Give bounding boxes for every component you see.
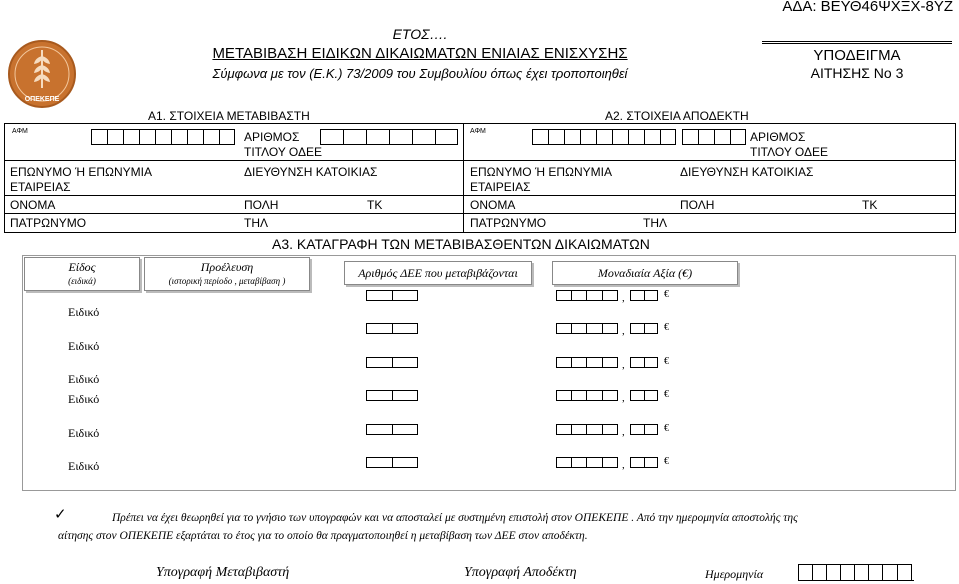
section-a2-title: Α2. ΣΤΟΙΧΕΙΑ ΑΠΟΔΕΚΤΗ [605, 109, 749, 123]
section-a3-title: Α3. ΚΑΤΑΓΡΑΦΗ ΤΩΝ ΜΕΤΑΒΙΒΑΣΘΕΝΤΩΝ ΔΙΚΑΙΩΜΑΤΩΝ [272, 236, 650, 252]
col-value-header [552, 261, 738, 285]
a1-title-number-input[interactable] [320, 129, 458, 145]
a1-title-number-label2: ΤΙΤΛΟΥ ΟΔΕΕ [244, 145, 323, 159]
row-decimal-comma: , [622, 392, 625, 404]
col-type-sub: (ειδικά) [68, 276, 96, 286]
a1-name-label2: ΕΤΑΙΡΕΙΑΣ [10, 180, 71, 194]
a2-name-label2: ΕΤΑΙΡΕΙΑΣ [470, 180, 531, 194]
a2-title-number-label: ΑΡΙΘΜΟΣ [750, 130, 806, 144]
transferor-signature-label: Υπογραφή Μεταβιβαστή [156, 565, 290, 580]
a1-tk-label: ΤΚ [367, 198, 383, 212]
row-type-label: Ειδικό [68, 459, 100, 473]
row-type-label: Ειδικό [68, 339, 100, 353]
a1-name-label: ΕΠΩΝΥΜΟ Ή ΕΠΩΝΥΜΙΑ [10, 165, 153, 179]
euro-sign: € [664, 356, 669, 367]
col-origin-sub: (ιστορική περίοδο , μεταβίβαση ) [168, 276, 286, 286]
a2-title-number-label2: ΤΙΤΛΟΥ ΟΔΕΕ [750, 145, 829, 159]
row-type-label: Ειδικό [68, 372, 100, 386]
a2-afm-input[interactable] [532, 129, 676, 145]
row-value-int-input[interactable] [556, 424, 618, 435]
row-decimal-comma: , [622, 426, 625, 438]
row-count-input[interactable] [366, 323, 418, 334]
check-icon: ✓ [54, 507, 67, 523]
a2-name-label: ΕΠΩΝΥΜΟ Ή ΕΠΩΝΥΜΙΑ [470, 165, 613, 179]
page-subtitle: Σύμφωνα με τον (Ε.Κ.) 73/2009 του Συμβουλίου όπως έχει τροποποιηθεί [212, 66, 628, 81]
a1-firstname-label: ΟΝΟΜΑ [10, 198, 56, 212]
a1-address-label: ΔΙΕΥΘΥΝΣΗ ΚΑΤΟΙΚΙΑΣ [244, 165, 378, 179]
row-value-int-input[interactable] [556, 457, 618, 468]
row-value-int-input[interactable] [556, 323, 618, 334]
a2-phone-label: ΤΗΛ [643, 216, 668, 230]
year-label: ΕΤΟΣ…. [392, 26, 448, 42]
row-count-input[interactable] [366, 424, 418, 435]
row-value-dec-input[interactable] [630, 424, 658, 435]
sample-line2: ΑΙΤΗΣΗΣ Νο 3 [810, 65, 904, 81]
euro-sign: € [664, 289, 669, 300]
row-value-int-input[interactable] [556, 290, 618, 301]
section-a1-title: Α1. ΣΤΟΙΧΕΙΑ ΜΕΤΑΒΙΒΑΣΤΗ [148, 109, 310, 123]
note-line1: Πρέπει να έχει θεωρηθεί για το γνήσιο των υπογραφών και να αποσταλεί με συστημένη επιστολή στον ΟΠΕΚΕΠΕ . Από την ημερομηνία αποστολής της [112, 512, 798, 524]
row-decimal-comma: , [622, 325, 625, 337]
a2-address-label: ΔΙΕΥΘΥΝΣΗ ΚΑΤΟΙΚΙΑΣ [680, 165, 814, 179]
a2-firstname-label: ΟΝΟΜΑ [470, 198, 516, 212]
row-count-input[interactable] [366, 390, 418, 401]
row-value-dec-input[interactable] [630, 390, 658, 401]
a1-city-label: ΠΟΛΗ [244, 198, 279, 212]
a1-phone-label: ΤΗΛ [244, 216, 269, 230]
row-count-input[interactable] [366, 357, 418, 368]
recipient-signature-label: Υπογραφή Αποδέκτη [464, 565, 577, 580]
sample-box [762, 41, 952, 87]
a2-title-number-input[interactable] [682, 129, 746, 145]
note-line2: αίτησης στον ΟΠΕΚΕΠΕ εξαρτάται το έτος για το οποίο θα πραγματοποιηθεί η μεταβίβαση των ΔΕΕ στον αποδέκτη. [58, 530, 588, 542]
row-count-input[interactable] [366, 290, 418, 301]
ada-code: ΑΔΑ: ΒΕΥΘ46ΨΧΞΧ-8ΥΖ [782, 0, 953, 15]
row-value-int-input[interactable] [556, 357, 618, 368]
euro-sign: € [664, 423, 669, 434]
a2-tk-label: ΤΚ [862, 198, 878, 212]
a2-afm-label: ΑΦΜ [470, 128, 486, 135]
row-value-dec-input[interactable] [630, 290, 658, 301]
col-value-label: Μοναδιαία Αξία (€) [597, 266, 693, 280]
euro-sign: € [664, 456, 669, 467]
col-count-header [344, 261, 532, 285]
a2-father-label: ΠΑΤΡΩΝΥΜΟ [470, 216, 547, 230]
row-decimal-comma: , [622, 359, 625, 371]
a1-afm-input[interactable] [91, 129, 235, 145]
sample-line1: ΥΠΟΔΕΙΓΜΑ [813, 47, 901, 64]
row-decimal-comma: , [622, 459, 625, 471]
a1-afm-label: ΑΦΜ [12, 128, 28, 135]
row-type-label: Ειδικό [68, 426, 100, 440]
a1-father-label: ΠΑΤΡΩΝΥΜΟ [10, 216, 87, 230]
col-type-header [24, 257, 140, 291]
row-value-dec-input[interactable] [630, 457, 658, 468]
row-value-dec-input[interactable] [630, 357, 658, 368]
col-type-label: Είδος [68, 260, 96, 274]
row-value-dec-input[interactable] [630, 323, 658, 334]
row-decimal-comma: , [622, 292, 625, 304]
a2-city-label: ΠΟΛΗ [680, 198, 715, 212]
row-count-input[interactable] [366, 457, 418, 468]
date-label: Ημερομηνία [705, 567, 764, 581]
row-type-label: Ειδικό [68, 305, 100, 319]
a1-title-number-label: ΑΡΙΘΜΟΣ [244, 130, 300, 144]
row-value-int-input[interactable] [556, 390, 618, 401]
euro-sign: € [664, 389, 669, 400]
col-origin-label: Προέλευση [200, 260, 254, 274]
col-count-label: Αριθμός ΔΕΕ που μεταβιβάζονται [358, 266, 518, 280]
col-origin-header [144, 257, 310, 291]
logo-text: ΟΠΕΚΕΠΕ [24, 96, 60, 103]
page-title: ΜΕΤΑΒΙΒΑΣΗ ΕΙΔΙΚΩΝ ΔΙΚΑΙΩΜΑΤΩΝ ΕΝΙΑΙΑΣ ΕΝΙΣΧΥΣΗΣ [212, 45, 628, 62]
euro-sign: € [664, 322, 669, 333]
row-type-label: Ειδικό [68, 392, 100, 406]
date-input[interactable] [798, 564, 912, 581]
